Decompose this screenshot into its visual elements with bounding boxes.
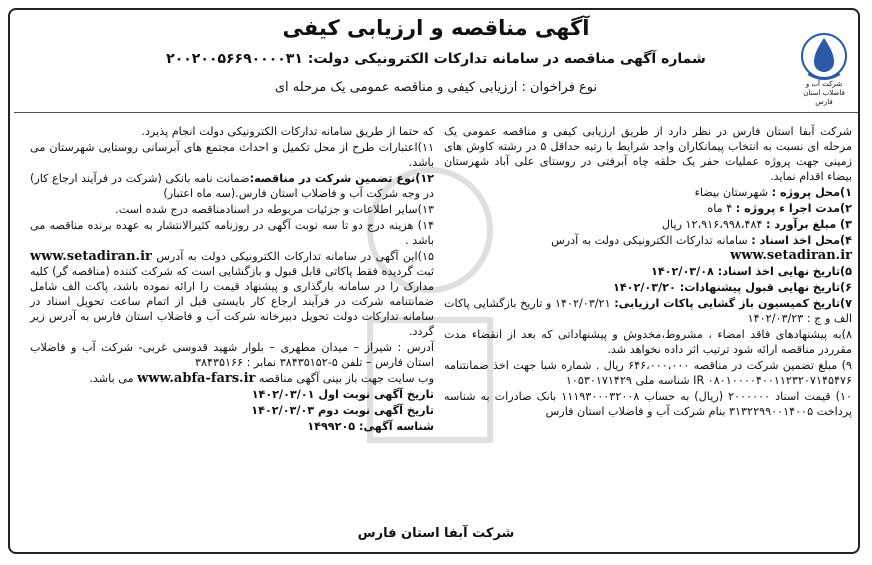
item-duration: ۲)مدت اجرا ء پروژه : ۴ ماه [707, 202, 852, 215]
item-document-price: ۱۰) قیمت اسناد ۲۰۰۰۰۰۰ (ریال) به حساب ۱۱۱۹۳۰۰۰۳۲۰۰۸ بانک صادرات به شناسه پرداخت ۳۱۳۲۲۹۹۰۰۱۴۰۰۵ بنام شرکت آب و فاضلاب استان فارس [444, 390, 852, 418]
item-project-location: ۱)محل پروژه : شهرستان بیضاء [694, 186, 852, 199]
company-signature: شرکت آبفا استان فارس [357, 526, 515, 541]
logo-caption: شرکت آب و فاضلاب استان فارس [803, 80, 845, 106]
first-publication-date: تاریخ آگهی نوبت اول ۱۴۰۲/۰۳/۰۱ [251, 388, 434, 401]
tender-number: شماره آگهی مناقصه در سامانه تدارکات الکترونیکی دولت: ۲۰۰۲۰۰۵۶۶۹۰۰۰۰۳۱ [166, 51, 706, 67]
item-estimate: ۳) مبلغ برآورد : ۱۲،۹۱۶،۹۹۸،۴۸۴ ریال [661, 218, 852, 231]
item-registration: ۱۵)این آگهی در سامانه تدارکات الکترونیکی دولت به آدرس www.setadiran.ir ثبت گردیده فقط پاکاتی قابل قبول و بازگشایی است که شرکت کننده (مناقصه گر) کلیه مدارک را در سامانه بارگذاری و پیشنهاد قیمت را ارائه نموده باشد، پاکت الف شامل ضمانتنامه شرکت در فرآیند ارجاع کار بایستی قبل از اتمام ساعت تحویل اسناد در سامانه تدارکات دولت تحویل دبیرخانه شرکت آب و فاضلاب استان فارس به آدرس زیر گردد. [30, 249, 434, 338]
item-ad-cost: ۱۴) هزینه درج دو تا سه نوبت آگهی در روزنامه کثیرالانتشار به عهده برنده مناقصه می باشد . [30, 219, 434, 247]
notice-title: آگهی مناقصه و ارزیابی کیفی [282, 16, 590, 40]
setadiran-link-2[interactable]: www.setadiran.ir [30, 249, 152, 264]
left-column [30, 124, 434, 435]
notice-identifier: شناسه آگهی: ۱۴۹۹۲۰۵ [307, 420, 434, 433]
item-commission-date: ۷)تاریخ کمیسیون باز گشایی پاکات ارزیابی: ۱۴۰۲/۰۳/۲۱ و تاریخ بازگشایی پاکات الف و ج : ۱۴۰۲/۰۳/۲۳ [444, 297, 852, 325]
second-publication-date: تاریخ آگهی نوبت دوم ۱۴۰۲/۰۳/۰۳ [251, 404, 434, 417]
abfa-logo-icon [794, 22, 854, 106]
intro-paragraph: شرکت آبفا استان فارس در نظر دارد از طریق ارزیابی کیفی و مناقصه عمومی یک مرحله ای نسبت به انتخاب پیمانکاران واجد شرایط با رتبه حداقل ۵ در رشته کاوش های زمینی جهت پروژه عملیات حفر یک حلقه چاه آبرفتی در روستای علی آباد شهرستان بیضاء اقدام نماید. [444, 125, 853, 183]
setadiran-link[interactable]: www.setadiran.ir [730, 248, 852, 263]
address-text: آدرس : شیراز – میدان مطهری – بلوار شهید قدوسی غربی- شرکت آب و فاضلاب استان فارس – تلفن ۵-۳۸۴۳۵۱۵۲ نمابر : ۳۸۴۳۵۱۶۶ [30, 341, 434, 369]
item-other-info: ۱۳)سایر اطلاعات و جزئیات مربوطه در اسنادمناقصه درج شده است. [115, 203, 434, 216]
item-guarantee-amount: ۹) مبلغ تضمین شرکت در مناقصه ۶۴۶،۰۰۰،۰۰۰ ریال . شماره شبا جهت اخذ ضمانتنامه IR ۰۸۰۱۰۰۰۰۴۰۰۱۱۲۳۲۰۷۱۴۵۴۷۶ شناسه ملی ۱۰۵۳۰۱۷۱۴۲۹ [444, 359, 852, 387]
item-guarantee-type: ۱۲)نوع تضمین شرکت در مناقصه:ضمانت نامه بانکی (شرکت در فرآیند ارجاع کار) در وجه شرکت آب و فاضلاب استان فارس.(سه ماه اعتبار) [29, 172, 434, 200]
item-offer-deadline: ۶)تاریخ نهایی قبول پیشنهادات: ۱۴۰۲/۰۳/۲۰ [613, 281, 852, 294]
continuation-text: که حتما از طریق سامانه تدارکات الکترونیکی دولت انجام پذیرد. [141, 125, 434, 138]
call-type: نوع فراخوان : ارزیابی کیفی و مناقصه عمومی یک مرحله ای [274, 80, 598, 95]
header-divider [14, 112, 858, 113]
item-doc-deadline: ۵)تاریخ نهایی اخذ اسناد: ۱۴۰۲/۰۳/۰۸ [651, 265, 852, 278]
abfa-website-link[interactable]: www.abfa-fars.ir [137, 371, 256, 386]
item-documents-location: ۴)محل اخذ اسناد : سامانه تدارکات الکترونیکی دولت به آدرس www.setadiran.ir [551, 234, 852, 263]
item-invalid-offers: ۸)به پیشنهادهای فاقد امضاء ، مشروط،مخدوش و پیشنهاداتی که بعد از انقضاء مدت مقرردر مناقصه ارائه شود ترتیب اثر داده نخواهد شد. [444, 328, 852, 356]
notice-header [88, 14, 784, 98]
right-column [444, 124, 852, 420]
item-funding: ۱۱)اعتبارات طرح از محل تکمیل و احداث مجتمع های آبرسانی روستایی شهرستان می باشد. [30, 141, 434, 169]
website-line: وب سایت جهت باز بینی آگهی مناقصه www.abfa-fars.ir می باشد. [89, 371, 434, 386]
